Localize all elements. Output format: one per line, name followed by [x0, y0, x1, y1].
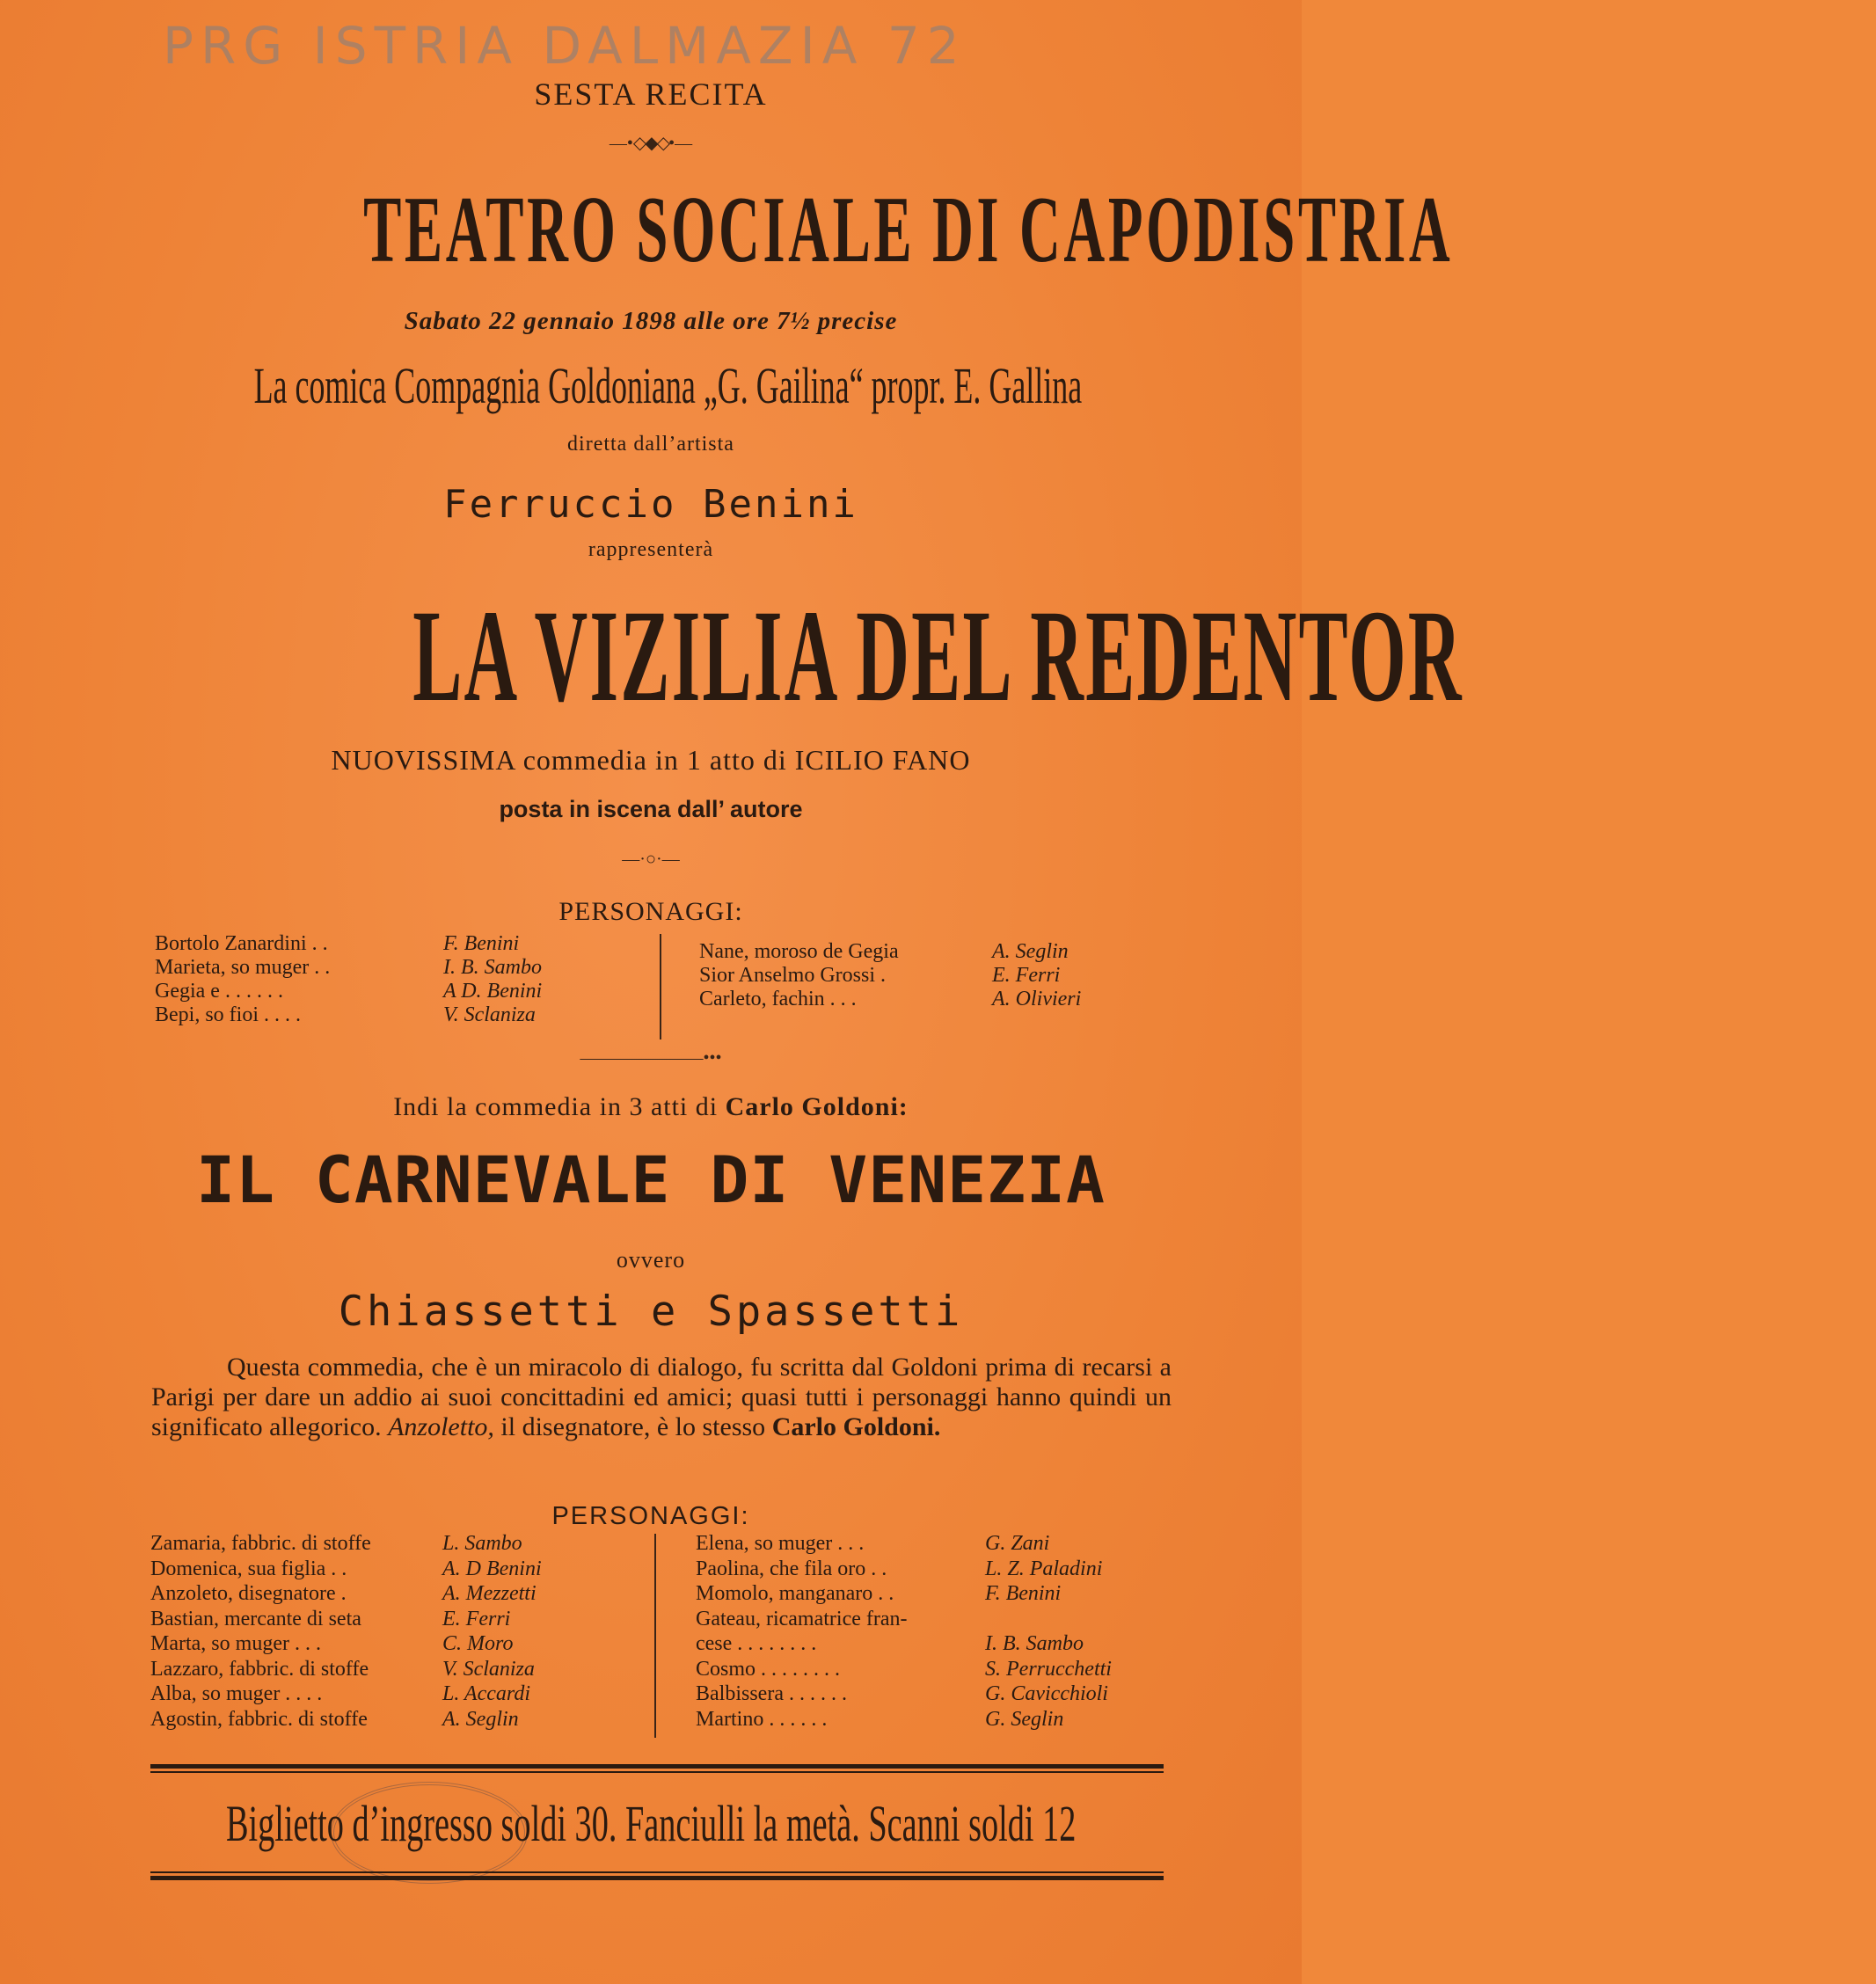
cast-role: Marieta, so muger . . [155, 956, 331, 979]
cast-role: Elena, so muger . . . [696, 1532, 865, 1555]
cast-divider [660, 934, 661, 1039]
cast-row [155, 980, 542, 1003]
play2-title: IL CARNEVALE DI VENEZIA [196, 1143, 1106, 1218]
cast-role: Nane, moroso de Gegia [699, 940, 899, 963]
cast-role: Agostin, fabbric. di stoffe [150, 1707, 368, 1731]
play1-subtitle: NUOVISSIMA commedia in 1 atto di ICILIO FANO [331, 744, 971, 776]
cast-role: Lazzaro, fabbric. di stoffe [150, 1657, 369, 1681]
cast-row [150, 1607, 542, 1632]
play1-cast-left [155, 932, 542, 1027]
play1-title: LA VIZILIA DEL REDENTOR [412, 583, 1464, 729]
cast-actor: V. Sclaniza [442, 1657, 535, 1681]
ornament-divider: ———————••• [580, 1048, 722, 1068]
cast-row [696, 1657, 1112, 1682]
cast-actor: L. Accardi [442, 1682, 530, 1705]
cast-row [699, 940, 1081, 964]
cast-role: Zamaria, fabbric. di stoffe [150, 1532, 371, 1555]
cast-row [699, 964, 1081, 988]
cast-actor: A. Seglin [442, 1707, 519, 1731]
cast-actor: A. Seglin [992, 940, 1069, 963]
cast-actor: S. Perrucchetti [985, 1657, 1112, 1681]
performance-date: Sabato 22 gennaio 1898 alle ore 7½ precise [404, 307, 898, 335]
play1-cast-heading: PERSONAGGI: [558, 897, 743, 926]
cast-role: Gateau, ricamatrice fran- [696, 1607, 908, 1630]
cast-actor: A. D Benini [442, 1557, 542, 1580]
cast-actor: E. Ferri [992, 964, 1061, 987]
cast-row [150, 1681, 542, 1707]
cast-role: Martino . . . . . . [696, 1707, 828, 1731]
cast-role: Paolina, che fila oro . . [696, 1557, 887, 1580]
cast-row [696, 1681, 1112, 1707]
footer-rule-top-thin [150, 1771, 1164, 1773]
cast-row [150, 1531, 542, 1557]
play2-cast-right [696, 1531, 1112, 1732]
handwritten-archive-note: PRG ISTRIA DALMAZIA 72 [163, 16, 967, 76]
play1-staging: posta in iscena dall’ autore [499, 796, 803, 822]
play2-subtitle: Chiassetti e Spassetti [338, 1287, 964, 1336]
cast-role: Sior Anselmo Grossi . [699, 964, 887, 987]
cast-row [150, 1631, 542, 1657]
cast-actor: G. Seglin [985, 1707, 1064, 1731]
cast-role: Cosmo . . . . . . . . [696, 1657, 841, 1681]
cast-role: cese . . . . . . . . [696, 1632, 817, 1655]
cast-divider [654, 1534, 656, 1738]
cast-row [150, 1707, 542, 1732]
cast-row [696, 1607, 1112, 1632]
cast-role: Carleto, fachin . . . [699, 988, 857, 1010]
cast-row [696, 1531, 1112, 1557]
play2-ovvero: ovvero [616, 1247, 686, 1273]
cast-actor: L. Z. Paladini [985, 1557, 1103, 1580]
play2-cast-left [150, 1531, 542, 1732]
play2-cast-heading: PERSONAGGI: [551, 1502, 750, 1530]
cast-role: Bortolo Zanardini . . [155, 932, 328, 955]
cast-role: Domenica, sua figlia . . [150, 1557, 347, 1580]
cast-row [155, 932, 542, 956]
cast-actor: A. Olivieri [992, 988, 1082, 1010]
play2-intro: Indi la commedia in 3 atti di Carlo Goldoni: [393, 1092, 909, 1121]
will-present-label: rappresenterà [588, 538, 714, 561]
cast-actor: E. Ferri [442, 1607, 511, 1630]
footer-rule-bottom [150, 1876, 1164, 1880]
cast-role: Marta, so muger . . . [150, 1632, 321, 1655]
performance-number: SESTA RECITA [534, 77, 768, 112]
cast-role: Balbissera . . . . . . [696, 1682, 847, 1705]
theatre-name: TEATRO SOCIALE DI CAPODISTRIA [363, 178, 1454, 282]
cast-row [155, 956, 542, 980]
cast-role: Anzoleto, disegnatore . [150, 1582, 347, 1605]
cast-actor: G. Zani [985, 1532, 1050, 1555]
cast-role: Bastian, mercante di seta [150, 1607, 361, 1630]
cast-actor: L. Sambo [442, 1532, 522, 1555]
ornament-divider: —·○·— [622, 850, 680, 869]
cast-row [150, 1657, 542, 1682]
cast-actor: C. Moro [442, 1632, 514, 1655]
cast-actor: I. B. Sambo [985, 1632, 1084, 1655]
cast-role: Alba, so muger . . . . [150, 1682, 323, 1705]
cast-actor: F. Benini [985, 1582, 1062, 1605]
directed-by-label: diretta dall’artista [567, 433, 734, 456]
company-name: La comica Compagnia Goldoniana „G. Gailina“ propr. E. Gallina [253, 357, 1083, 414]
cast-row [150, 1557, 542, 1582]
cast-actor: G. Cavicchioli [985, 1682, 1108, 1705]
cast-actor: I. B. Sambo [443, 956, 542, 979]
cast-actor: V. Sclaniza [443, 1003, 536, 1026]
cast-role: Gegia e . . . . . . [155, 980, 283, 1003]
play1-cast-right [699, 940, 1081, 1011]
cast-row [696, 1631, 1112, 1657]
cast-row [150, 1581, 542, 1607]
ornament-divider: —•◇◆◇•— [609, 134, 693, 153]
cast-row [696, 1581, 1112, 1607]
cast-actor: A D. Benini [443, 980, 543, 1003]
cast-row [699, 988, 1081, 1011]
cast-role: Momolo, manganaro . . [696, 1582, 894, 1605]
cast-row [155, 1003, 542, 1027]
cast-role: Bepi, so fioi . . . . [155, 1003, 301, 1026]
footer-rule-bottom-thin [150, 1871, 1164, 1873]
footer-rule-top [150, 1764, 1164, 1769]
artist-name: Ferruccio Benini [443, 482, 858, 527]
cast-actor: F. Benini [443, 932, 520, 955]
cast-actor: A. Mezzetti [442, 1582, 537, 1605]
ticket-prices: Biglietto d’ingresso soldi 30. Fanciulli la metà. Scanni soldi 12 [225, 1795, 1077, 1852]
play2-description: Questa commedia, che è un miracolo di dialogo, fu scritta dal Goldoni prima di recarsi a Parigi per dare un addio ai suoi concittadini ed amici; quasi tutti i personaggi hanno quindi un significato allegorico. Anzoletto, il disegnatore, è lo stesso Carlo Goldoni. [151, 1353, 1172, 1441]
cast-row [696, 1557, 1112, 1582]
cast-row [696, 1707, 1112, 1732]
